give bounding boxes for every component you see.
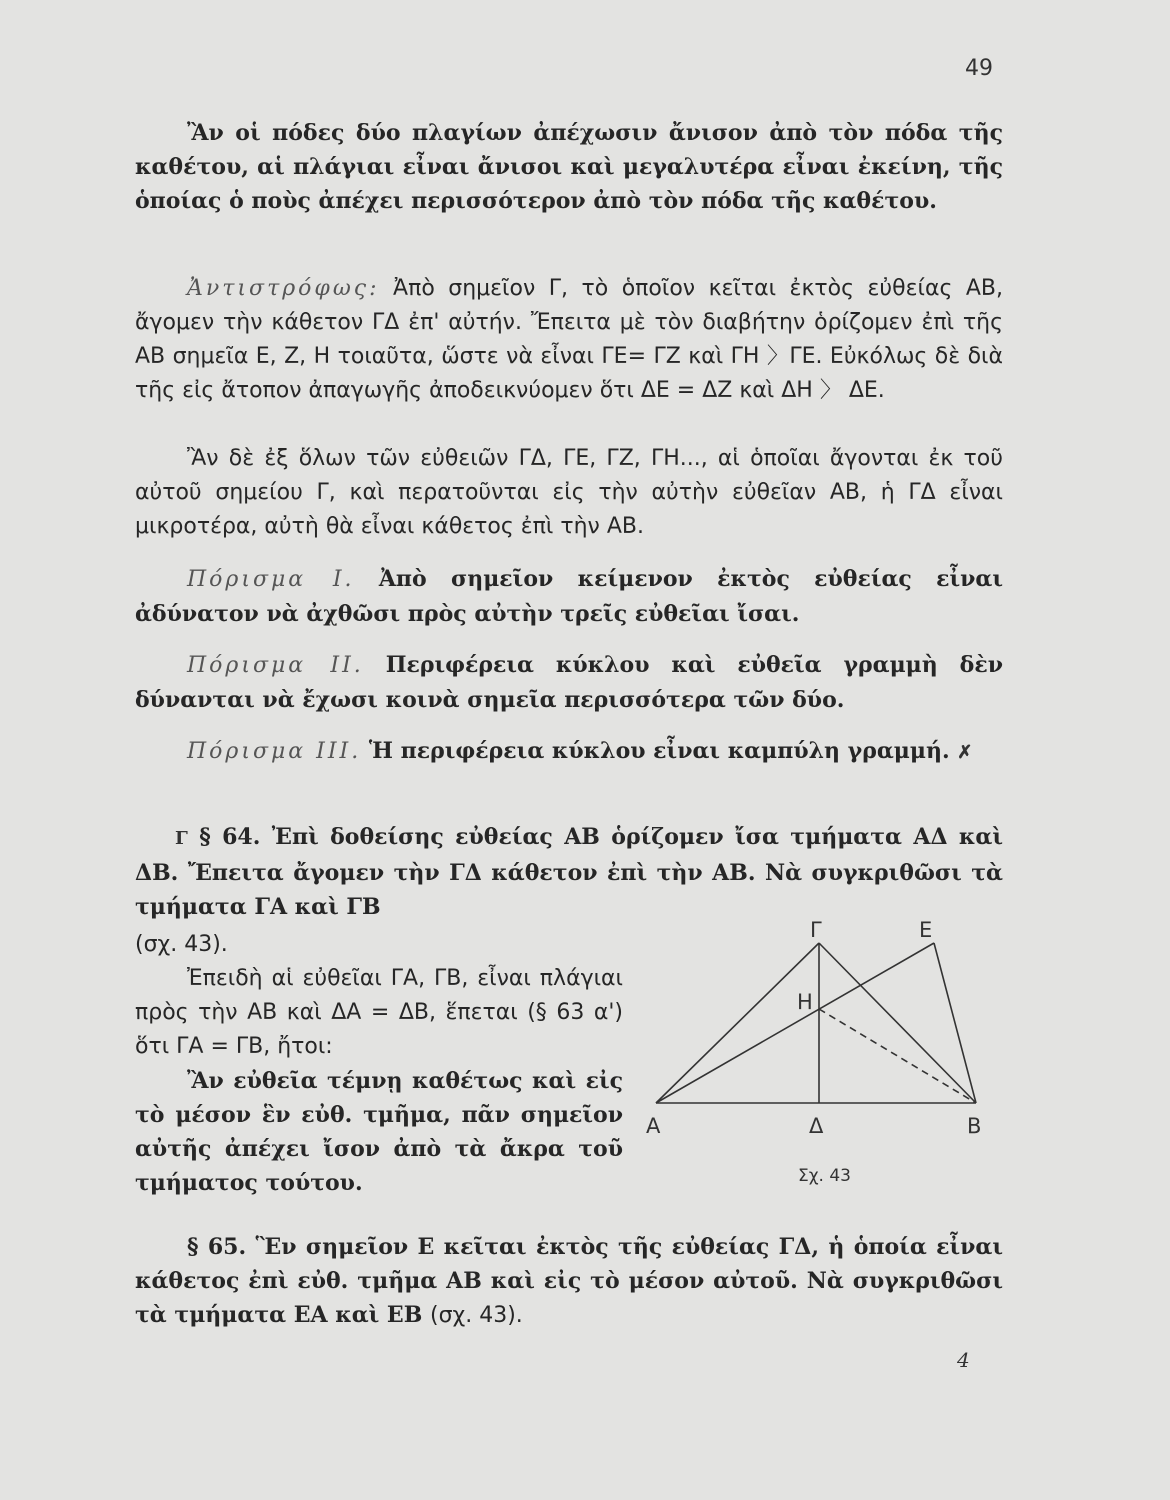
signature-number: 4: [957, 1348, 970, 1372]
handwritten-mark: ✗: [957, 742, 973, 763]
figure-caption: Σχ. 43: [798, 1166, 852, 1186]
section-64-rule-text: Ἂν εὐθεῖα τέμνῃ καθέτως καὶ εἰς τὸ μέσον ἓν εὐθ. τμῆμα, πᾶν σημεῖον αὐτῆς ἀπέχει ἴσον ἀπὸ τὰ ἄκρα τοῦ τμήματος τούτου.: [135, 1068, 623, 1196]
paragraph-converse: [135, 272, 1003, 408]
label-point-B: Β: [967, 1114, 982, 1138]
corollary-3-text: Ἡ περιφέρεια κύκλου εἶναι καμπύλη γραμμή.: [368, 738, 950, 764]
handwritten-corner-mark: Γ: [175, 828, 188, 849]
theorem-text: Ἂν οἱ πόδες δύο πλαγίων ἀπέχωσιν ἄνισον ἀπὸ τὸν πόδα τῆς καθέτου, αἱ πλάγιαι εἶναι ἄνισοι καὶ μεγαλυτέρα εἶναι ἐκείνη, τῆς ὁποίας ὁ ποὺς ἀπέχει περισσότερον ἀπὸ τὸν πόδα τῆς καθέτου.: [135, 120, 1003, 214]
converse-text: Ἀπὸ σημεῖον Γ, τὸ ὁποῖον κεῖται ἐκτὸς εὐθείας ΑΒ, ἄγομεν τὴν κάθετον ΓΔ ἐπ' αὐτήν. Ἔπειτα μὲ τὸν διαβήτην ὁρίζομεν ἐπὶ τῆς ΑΒ σημεῖα Ε, Ζ, Η τοιαῦτα, ὥστε νὰ εἶναι ΓΕ= ΓΖ καὶ ΓΗ 〉ΓΕ. Εὐκόλως δὲ διὰ τῆς εἰς ἄτοπον ἀπαγωγῆς ἀποδεικνύομεν ὅτι ΔΕ = ΔΖ καὶ ΔΗ 〉 ΔΕ.: [135, 276, 1004, 403]
label-point-A: Α: [646, 1114, 661, 1138]
corollary-2-label: Πόρισμα ΙΙ.: [187, 653, 364, 678]
section-64-rule: [135, 1064, 623, 1200]
page-number: 49: [965, 56, 993, 81]
section-65-figure-ref: (σχ. 43).: [429, 1303, 523, 1328]
label-point-D: Δ: [809, 1114, 824, 1138]
paragraph-converse-conclusion: [135, 442, 1003, 544]
section-64-proof: [135, 962, 623, 1064]
section-64-statement: § 64. Ἐπὶ δοθείσης εὐθείας ΑΒ ὁρίζομεν ἴσα τμήματα ΑΔ καὶ ΔΒ. Ἔπειτα ἄγομεν τὴν ΓΔ κάθετον ἐπὶ τὴν ΑΒ. Νὰ συγκριθῶσι τὰ τμήματα ΓΑ καὶ ΓΒ: [135, 824, 1003, 920]
paragraph-theorem: [135, 116, 1003, 218]
section-64-proof-text: Ἐπειδὴ αἱ εὐθεῖαι ΓΑ, ΓΒ, εἶναι πλάγιαι πρὸς τὴν ΑΒ καὶ ΔΑ = ΔΒ, ἕπεται (§ 63 α') ὅτι ΓΑ = ΓΒ, ἤτοι:: [135, 966, 623, 1059]
converse-conclusion-text: Ἂν δὲ ἐξ ὅλων τῶν εὐθειῶν ΓΔ, ΓΕ, ΓΖ, ΓΗ..., αἱ ὁποῖαι ἄγονται ἐκ τοῦ αὐτοῦ σημείου Γ, καὶ περατοῦνται εἰς τὴν αὐτὴν εὐθεῖαν ΑΒ, ἡ ΓΔ εἶναι μικροτέρα, αὐτὴ θὰ εἶναι κάθετος ἐπὶ τὴν ΑΒ.: [135, 446, 1003, 539]
label-point-E: Ε: [919, 918, 933, 942]
corollary-3-label: Πόρισμα ΙΙΙ.: [187, 739, 362, 764]
section-65-statement: § 65. Ἓν σημεῖον Ε κεῖται ἐκτὸς τῆς εὐθείας ΓΔ, ἡ ὁποία εἶναι κάθετος ἐπὶ εὐθ. τμῆμα ΑΒ καὶ εἰς τὸ μέσον αὐτοῦ. Νὰ συγκριθῶσι τὰ τμήματα ΕΑ καὶ ΕΒ: [135, 1234, 1003, 1328]
label-point-H: Η: [797, 990, 813, 1014]
section-64-figure-ref: (σχ. 43).: [135, 932, 228, 957]
corollary-2: [135, 648, 1003, 717]
corollary-2-text: Περιφέρεια κύκλου καὶ εὐθεῖα γραμμὴ δὲν δύνανται νὰ ἔχωσι κοινὰ σημεῖα περισσότερα τῶν δύο.: [135, 652, 1003, 713]
section-65: [135, 1230, 1003, 1333]
corollary-1: [135, 562, 1003, 631]
section-64-ref: [135, 928, 623, 962]
label-point-G: Γ: [810, 918, 822, 942]
corollary-3: [135, 734, 1003, 770]
corollary-1-label: Πόρισμα Ι.: [187, 567, 355, 592]
corollary-1-text: Ἀπὸ σημεῖον κείμενον ἐκτὸς εὐθείας εἶναι ἀδύνατον νὰ ἀχθῶσι πρὸς αὐτὴν τρεῖς εὐθεῖαι ἴσαι.: [135, 566, 1003, 627]
segment-EB: [934, 943, 976, 1103]
geometry-figure-43: [640, 905, 1000, 1195]
converse-label: Ἀντιστρόφως:: [187, 276, 380, 301]
